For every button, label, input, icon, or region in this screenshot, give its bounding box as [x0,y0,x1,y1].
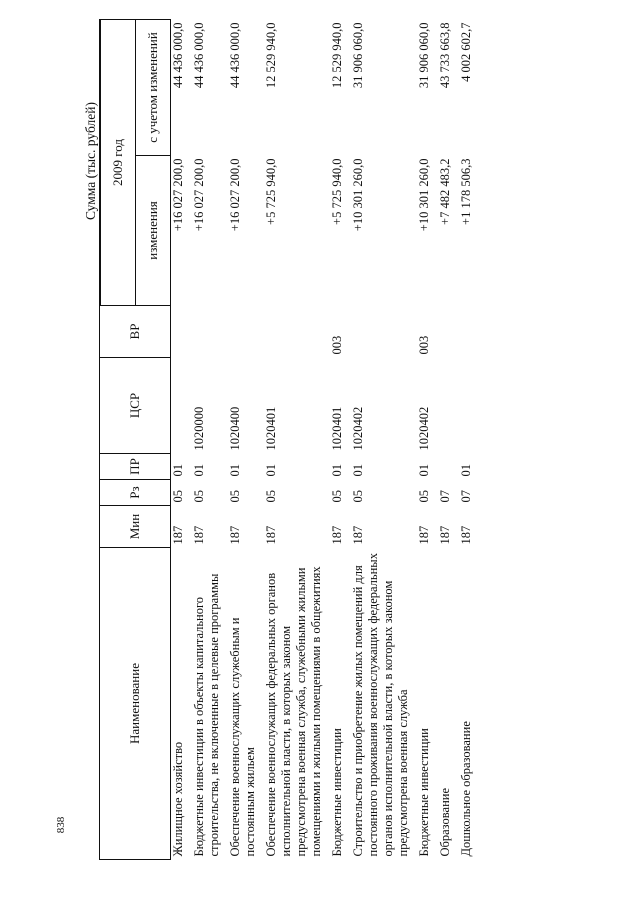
header-min: Мин [100,506,171,548]
cell-csr [432,358,453,454]
cell-min: 187 [228,525,242,545]
cell-total: 44 436 000,0 [171,22,185,89]
cell-min: 187 [171,525,185,545]
cell-name: Дошкольное образование [459,721,473,857]
cell-pr: 01 [459,464,473,477]
cell-vr [171,306,187,358]
header-rz: Рз [100,480,171,506]
cell-rz: 07 [438,490,452,503]
header-with-change: с учетом изменений [136,20,171,156]
cell-pr: 01 [171,464,185,477]
cell-min: 187 [438,525,452,545]
cell-change: +16 027 200,0 [228,158,242,232]
table-row [258,20,324,860]
table-row [345,20,411,860]
cell-vr [345,306,411,358]
cell-name: Бюджетные инвестиции в объекты капитального строительства, не включенные в целевые программы [192,573,221,857]
header-pr: ПР [100,454,171,480]
cell-name: Образование [438,787,452,857]
table-row [432,20,453,860]
header-name: Наименование [100,548,171,860]
cell-rz: 05 [417,490,431,503]
cell-change: +1 178 506,3 [459,158,473,225]
cell-total: 43 733 663,8 [438,22,452,89]
cell-csr: 1020402 [417,406,431,451]
cell-vr [432,306,453,358]
cell-total: 12 529 940,0 [330,22,344,89]
cell-vr [453,306,474,358]
cell-change: +10 301 260,0 [351,158,365,232]
cell-change: +5 725 940,0 [264,158,278,225]
table-row [453,20,474,860]
cell-rz: 07 [459,490,473,503]
cell-csr: 1020402 [351,406,365,451]
cell-rz: 05 [171,490,185,503]
cell-csr [453,358,474,454]
budget-table [99,19,474,860]
cell-vr: 003 [330,335,344,355]
cell-total: 12 529 940,0 [264,22,278,89]
table-row [186,20,222,860]
cell-pr: 01 [417,464,431,477]
cell-name: Жилищное хозяйство [171,741,185,857]
cell-csr: 1020401 [330,406,344,451]
cell-vr: 003 [417,335,431,355]
cell-change: +16 027 200,0 [171,158,185,232]
cell-total: 44 436 000,0 [192,22,206,89]
cell-vr [186,306,222,358]
cell-pr: 01 [192,464,206,477]
table-row [222,20,258,860]
cell-min: 187 [351,525,365,545]
cell-total: 4 002 602,7 [459,22,473,82]
cell-change: +7 482 483,2 [438,158,452,225]
cell-csr: 1020000 [192,406,206,451]
cell-change: +16 027 200,0 [192,158,206,232]
table-row [171,20,187,860]
cell-total: 31 906 060,0 [417,22,431,89]
cell-min: 187 [192,525,206,545]
cell-name: Обеспечение военнослужащих служебным и постоянным жильем [228,617,257,857]
cell-rz: 05 [192,490,206,503]
cell-rz: 05 [228,490,242,503]
cell-csr [171,358,187,454]
header-vr: ВР [100,306,171,358]
cell-min: 187 [417,525,431,545]
cell-csr: 1020401 [264,406,278,451]
cell-change: +5 725 940,0 [330,158,344,225]
header-change: изменения [136,156,171,306]
header-year: 2009 год [101,20,136,306]
cell-min: 187 [459,525,473,545]
table-body [171,20,475,860]
table-row [411,20,432,860]
cell-min: 187 [330,525,344,545]
cell-rz: 05 [264,490,278,503]
cell-min: 187 [264,525,278,545]
cell-pr [432,454,453,480]
cell-pr: 01 [228,464,242,477]
cell-name: Бюджетные инвестиции [330,728,344,857]
cell-pr: 01 [264,464,278,477]
cell-change: +10 301 260,0 [417,158,431,232]
cell-rz: 05 [330,490,344,503]
cell-vr [258,306,324,358]
cell-vr [222,306,258,358]
cell-total: 44 436 000,0 [228,22,242,89]
cell-csr: 1020400 [228,406,242,451]
cell-name: Обеспечение военнослужащих федеральных органов исполнительной власти, в которых законом предусмотрена военная служба, служебными жилыми помещениями и жилыми помещениями в общежитиях [264,566,323,857]
cell-rz: 05 [351,490,365,503]
cell-name: Строительство и приобретение жилых помещений для постоянного проживания военнослужащих федеральных органов исполнительной власти, в которых законом предусмотрена военная служба [351,553,410,857]
sum-caption: Сумма (тыс. рублей) [83,102,98,220]
cell-pr: 01 [330,464,344,477]
table-row [324,20,345,860]
header-csr: ЦСР [100,358,171,454]
page-number: 838 [55,816,67,834]
cell-pr: 01 [351,464,365,477]
rotated-document-page [55,22,585,860]
cell-name: Бюджетные инвестиции [417,728,431,857]
cell-total: 31 906 060,0 [351,22,365,89]
